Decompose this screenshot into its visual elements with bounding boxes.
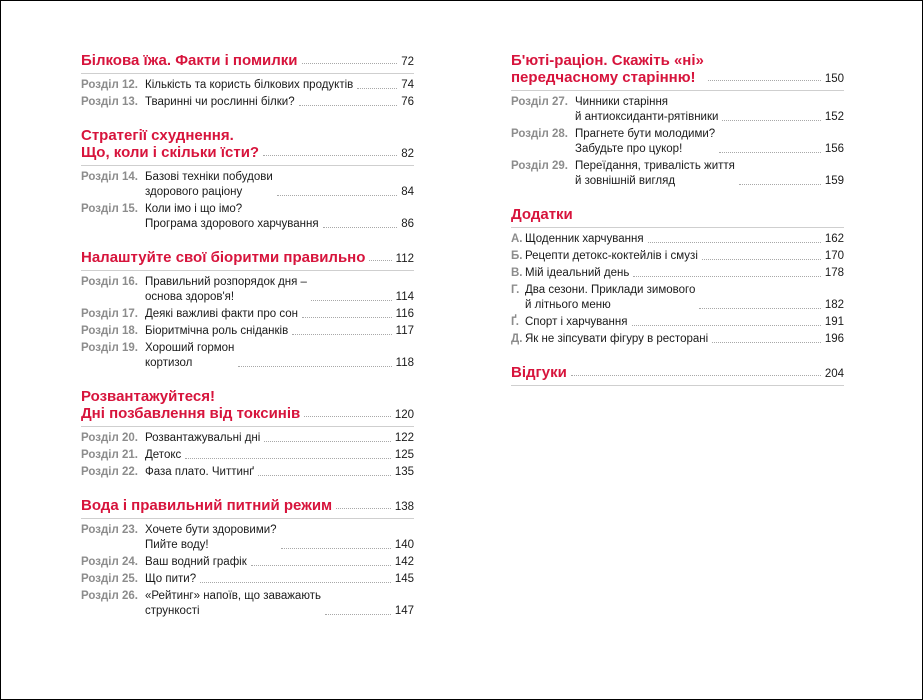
section-title-line: Білкова їжа. Факти і помилки: [81, 52, 298, 69]
entry-title-line: Спорт і харчування: [525, 316, 628, 328]
toc-section: [81, 482, 414, 619]
section-spacer: [81, 234, 414, 249]
dot-leader: [648, 242, 821, 243]
dot-leader: [304, 416, 391, 417]
entry-label: Розділ 24.: [81, 556, 138, 568]
section-title-line: Вода і правильний питний режим: [81, 497, 333, 514]
entry-title: [575, 159, 735, 189]
entry-title: [145, 465, 254, 480]
entry-label: Розділ 25.: [81, 573, 138, 585]
dot-leader: [200, 582, 391, 583]
section-divider: [81, 518, 414, 519]
entry-title: [145, 170, 273, 200]
toc-section: [511, 52, 844, 189]
dot-leader: [264, 441, 390, 442]
toc-section: [511, 349, 844, 386]
entry-title-line: Пийте воду!: [145, 539, 209, 551]
entry-title-line: Хочете бути здоровими?: [145, 524, 277, 536]
section-title-line: Відгуки: [511, 364, 567, 381]
entry-title-line: стрункості: [145, 605, 200, 617]
section-title-line: Розвантажуйтеся!: [81, 388, 215, 405]
entry-title: [145, 78, 353, 93]
dot-leader: [251, 565, 391, 566]
entry-title-line: Розвантажувальні дні: [145, 432, 261, 444]
section-page-number: 82: [401, 148, 414, 160]
toc-entry: [81, 589, 414, 619]
dot-leader: [311, 300, 392, 301]
entry-title-line: Що пити?: [145, 573, 197, 585]
entry-title-line: здорового раціону: [145, 186, 243, 198]
entry-label: Розділ 29.: [511, 160, 568, 172]
toc-entry: [511, 249, 844, 264]
entry-title-line: й антиоксиданти-рятівники: [575, 111, 719, 123]
entry-page-number: 178: [824, 267, 844, 279]
entry-page-number: 135: [394, 466, 414, 478]
entry-label: Розділ 23.: [81, 524, 138, 536]
entry-title-line: Кількість та користь білкових продуктів: [145, 79, 354, 91]
entry-label: Д.: [511, 333, 523, 345]
entry-title-line: Мій ідеальний день: [525, 267, 630, 279]
toc-entry: [511, 95, 844, 125]
entry-page-number: 74: [401, 79, 414, 91]
dot-leader: [336, 508, 391, 509]
entry-title: [575, 95, 718, 125]
section-divider: [81, 73, 414, 74]
toc-entry: [81, 307, 414, 322]
section-spacer: [81, 112, 414, 127]
section-title: [511, 364, 844, 381]
entry-label: Розділ 13.: [81, 96, 138, 108]
entry-label: Розділ 19.: [81, 342, 138, 354]
toc-section: [81, 234, 414, 371]
entry-title-line: «Рейтинг» напоїв, що заважають: [145, 590, 321, 602]
section-title-line: Налаштуйте свої біоритми правильно: [81, 249, 366, 266]
entry-title-line: Базові техніки побудови: [145, 171, 273, 183]
dot-leader: [632, 325, 821, 326]
dot-leader: [633, 276, 820, 277]
dot-leader: [702, 259, 821, 260]
entry-label: Розділ 18.: [81, 325, 138, 337]
entry-label: Г.: [511, 284, 520, 296]
entry-title-line: Коли імо і що імо?: [145, 203, 243, 215]
entry-label: Розділ 21.: [81, 449, 138, 461]
toc-section: [81, 373, 414, 480]
section-spacer: [81, 482, 414, 497]
toc-entry: [511, 332, 844, 347]
section-page-number: 150: [824, 73, 844, 85]
entry-title: [145, 202, 319, 232]
entry-page-number: 118: [395, 357, 414, 369]
entry-label: Розділ 12.: [81, 79, 138, 91]
entry-label: Розділ 26.: [81, 590, 138, 602]
dot-leader: [238, 366, 391, 367]
toc-entry: [511, 159, 844, 189]
entry-title-line: Як не зіпсувати фігуру в ресторані: [525, 333, 709, 345]
entry-title: [525, 283, 695, 313]
section-divider: [81, 165, 414, 166]
entry-page-number: 170: [824, 250, 844, 262]
entry-title-line: Детокс: [145, 449, 182, 461]
section-spacer: [511, 349, 844, 364]
section-title-text: [81, 497, 332, 514]
entry-page-number: 84: [401, 186, 414, 198]
dot-leader: [739, 184, 821, 185]
entry-title-line: Біоритмічна роль сніданків: [145, 325, 289, 337]
entry-label: Розділ 27.: [511, 96, 568, 108]
section-divider: [81, 270, 414, 271]
dot-leader: [302, 63, 398, 64]
section-title: [81, 127, 414, 161]
section-title-line: Дні позбавлення від токсинів: [81, 405, 301, 422]
toc-entry: [511, 127, 844, 157]
section-title: [81, 388, 414, 422]
entry-title: [145, 555, 247, 570]
entry-title-line: Переїдання, тривалість життя: [575, 160, 735, 172]
toc-section: [81, 52, 414, 110]
entry-title: [525, 249, 698, 264]
entry-title-line: Ваш водний графік: [145, 556, 247, 568]
entry-title-line: Хороший гормон: [145, 342, 235, 354]
toc-entry: [511, 283, 844, 313]
entry-page-number: 196: [824, 333, 844, 345]
entry-label: Розділ 16.: [81, 276, 138, 288]
section-title-text: [81, 388, 300, 422]
dot-leader: [712, 342, 821, 343]
entry-title-line: Тваринні чи рослинні білки?: [145, 96, 295, 108]
entry-title-line: Забудьте про цукор!: [575, 143, 683, 155]
section-divider: [511, 227, 844, 228]
dot-leader: [299, 105, 398, 106]
section-title: [81, 52, 414, 69]
entry-page-number: 117: [395, 325, 414, 337]
dot-leader: [185, 458, 391, 459]
toc-entry: [81, 202, 414, 232]
toc-entry: [511, 266, 844, 281]
dot-leader: [571, 375, 821, 376]
dot-leader: [719, 152, 821, 153]
entry-title: [145, 448, 181, 463]
entry-label: Розділ 17.: [81, 308, 138, 320]
section-title: [511, 52, 844, 86]
toc-entry: [81, 465, 414, 480]
toc-entry: [81, 448, 414, 463]
entry-page-number: 142: [394, 556, 414, 568]
toc-entry: [81, 341, 414, 371]
entry-page-number: 114: [395, 291, 414, 303]
entry-title: [145, 341, 234, 371]
entry-label: Розділ 14.: [81, 171, 138, 183]
entry-page-number: 140: [394, 539, 414, 551]
entry-page-number: 122: [394, 432, 414, 444]
section-title-text: [81, 52, 298, 69]
entry-title: [145, 523, 277, 553]
entry-title: [145, 95, 295, 110]
toc-entry: [511, 232, 844, 247]
section-title-text: [511, 52, 704, 86]
section-title-text: [81, 249, 365, 266]
entry-label: Розділ 15.: [81, 203, 138, 215]
entry-title-line: Рецепти детокс-коктейлів і смузі: [525, 250, 698, 262]
entry-page-number: 86: [401, 218, 414, 230]
entry-title: [525, 315, 628, 330]
section-page-number: 120: [394, 409, 414, 421]
dot-leader: [722, 120, 820, 121]
section-title-text: [511, 206, 573, 223]
entry-title: [145, 589, 321, 619]
toc-left-column: [81, 52, 414, 621]
entry-label: Ґ.: [511, 316, 519, 328]
entry-title-line: Чинники старіння: [575, 96, 669, 108]
entry-title: [145, 275, 307, 305]
entry-label: Б.: [511, 250, 523, 262]
dot-leader: [292, 334, 391, 335]
dot-leader: [263, 155, 397, 156]
section-spacer: [81, 373, 414, 388]
dot-leader: [281, 548, 391, 549]
entry-title-line: Щоденник харчування: [525, 233, 644, 245]
entry-title-line: Фаза плато. Читтинґ: [145, 466, 255, 478]
toc-entry: [81, 523, 414, 553]
dot-leader: [277, 195, 397, 196]
dot-leader: [302, 317, 392, 318]
toc-entry: [81, 170, 414, 200]
entry-title: [145, 307, 298, 322]
section-title-text: [81, 127, 259, 161]
toc-entry: [81, 78, 414, 93]
section-title-line: Що, коли і скільки їсти?: [81, 144, 260, 161]
entry-title: [575, 127, 715, 157]
entry-page-number: 162: [824, 233, 844, 245]
section-spacer: [511, 191, 844, 206]
entry-page-number: 156: [824, 143, 844, 155]
section-title-line: передчасному старінню!: [511, 69, 696, 86]
section-divider: [511, 90, 844, 91]
toc-right-column: [511, 52, 844, 390]
entry-title: [525, 232, 644, 247]
dot-leader: [369, 260, 391, 261]
entry-title-line: Програма здорового харчування: [145, 218, 319, 230]
dot-leader: [325, 614, 391, 615]
entry-title-line: й літнього меню: [525, 299, 611, 311]
section-divider: [511, 385, 844, 386]
section-page-number: 138: [394, 501, 414, 513]
section-title: [81, 249, 414, 266]
section-page-number: 72: [401, 56, 414, 68]
entry-title-line: Правильний розпорядок дня –: [145, 276, 307, 288]
toc-entry: [81, 555, 414, 570]
section-title-line: Додатки: [511, 206, 573, 223]
section-page-number: 204: [824, 368, 844, 380]
entry-title: [525, 332, 708, 347]
entry-page-number: 116: [395, 308, 414, 320]
section-divider: [81, 426, 414, 427]
dot-leader: [357, 88, 397, 89]
entry-title-line: Прагнете бути молодими?: [575, 128, 716, 140]
entry-title: [145, 324, 288, 339]
entry-title-line: основа здоров'я!: [145, 291, 235, 303]
entry-title-line: Деякі важливі факти про сон: [145, 308, 298, 320]
entry-label: Розділ 20.: [81, 432, 138, 444]
entry-page-number: 152: [824, 111, 844, 123]
section-page-number: 112: [395, 253, 414, 265]
section-title: [511, 206, 844, 223]
entry-page-number: 147: [394, 605, 414, 617]
entry-title: [525, 266, 629, 281]
entry-page-number: 159: [824, 175, 844, 187]
section-title-text: [511, 364, 567, 381]
toc-entry: [81, 324, 414, 339]
entry-label: Розділ 22.: [81, 466, 138, 478]
toc-section: [81, 112, 414, 232]
entry-page-number: 191: [824, 316, 844, 328]
entry-title: [145, 572, 196, 587]
dot-leader: [258, 475, 391, 476]
entry-label: А.: [511, 233, 523, 245]
dot-leader: [708, 80, 821, 81]
entry-page-number: 76: [401, 96, 414, 108]
entry-label: Розділ 28.: [511, 128, 568, 140]
toc-entry: [81, 275, 414, 305]
toc-entry: [81, 95, 414, 110]
entry-title-line: кортизол: [145, 357, 193, 369]
entry-title: [145, 431, 260, 446]
dot-leader: [699, 308, 820, 309]
toc-entry: [81, 431, 414, 446]
dot-leader: [323, 227, 398, 228]
entry-page-number: 125: [394, 449, 414, 461]
entry-title-line: й зовнішній вигляд: [575, 175, 676, 187]
entry-label: В.: [511, 267, 523, 279]
section-title: [81, 497, 414, 514]
toc-section: [511, 191, 844, 347]
entry-title-line: Два сезони. Приклади зимового: [525, 284, 696, 296]
toc-entry: [511, 315, 844, 330]
section-title-line: Б'юті-раціон. Скажіть «ні»: [511, 52, 704, 69]
toc-entry: [81, 572, 414, 587]
entry-page-number: 182: [824, 299, 844, 311]
section-title-line: Стратегії схуднення.: [81, 127, 234, 144]
entry-page-number: 145: [394, 573, 414, 585]
